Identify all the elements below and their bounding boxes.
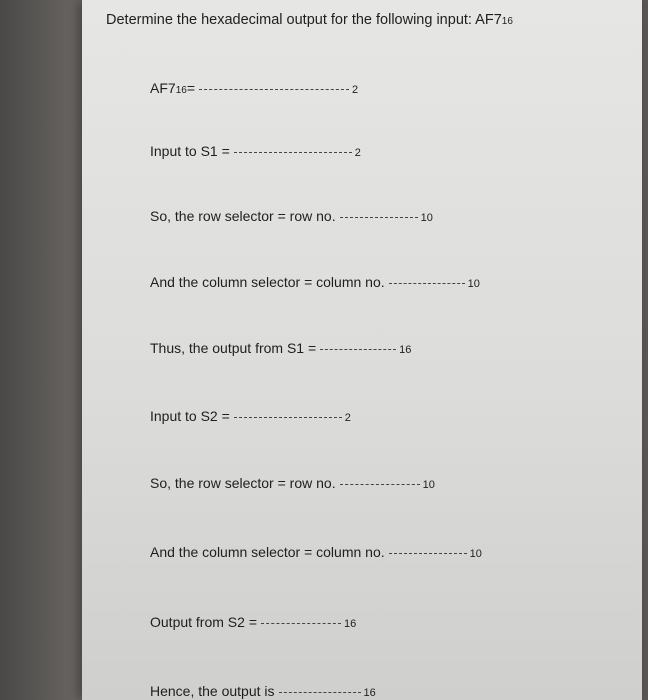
- base-label: 16: [399, 344, 412, 356]
- background-shadow: [0, 0, 82, 700]
- row-label: Input to S2 =: [150, 408, 230, 424]
- row-output-s2: [150, 614, 356, 630]
- answer-blank[interactable]: [389, 553, 467, 554]
- answer-blank[interactable]: [234, 152, 352, 153]
- answer-blank[interactable]: [234, 417, 342, 418]
- base-label: 10: [422, 479, 435, 491]
- row-label: Hence, the output is: [150, 683, 275, 699]
- row-label: So, the row selector = row no.: [150, 208, 336, 224]
- row-label-subscript: 16: [175, 85, 187, 96]
- row-label: And the column selector = column no.: [150, 544, 385, 560]
- question-title: [106, 12, 513, 28]
- row-label: AF7: [150, 80, 176, 96]
- row-s2-row-selector: [150, 475, 435, 491]
- row-af7-binary: [150, 80, 358, 96]
- base-label: 16: [344, 618, 357, 630]
- answer-blank[interactable]: [340, 217, 418, 218]
- row-label-suffix: =: [186, 80, 195, 96]
- row-s2-column-selector: [150, 544, 482, 560]
- answer-blank[interactable]: [279, 692, 361, 693]
- answer-blank[interactable]: [320, 349, 396, 350]
- answer-blank[interactable]: [389, 283, 465, 284]
- row-label: Thus, the output from S1 =: [150, 340, 317, 356]
- answer-blank[interactable]: [340, 484, 420, 485]
- base-label: 2: [352, 84, 359, 96]
- row-s1-row-selector: [150, 208, 433, 224]
- row-label: Output from S2 =: [150, 614, 257, 630]
- base-label: 16: [363, 687, 376, 699]
- base-label: 10: [467, 278, 480, 290]
- answer-blank[interactable]: [199, 89, 349, 90]
- base-label: 2: [344, 412, 351, 424]
- base-label: 10: [469, 548, 482, 560]
- row-label: Input to S1 =: [150, 143, 230, 159]
- row-output-s1: [150, 340, 411, 356]
- title-subscript: 16: [501, 16, 513, 27]
- row-input-s1: [150, 143, 361, 159]
- row-final-output: [150, 683, 376, 699]
- row-s1-column-selector: [150, 274, 480, 290]
- row-input-s2: [150, 408, 351, 424]
- base-label: 10: [420, 212, 433, 224]
- row-label: So, the row selector = row no.: [150, 475, 336, 491]
- answer-blank[interactable]: [261, 623, 341, 624]
- row-label: And the column selector = column no.: [150, 274, 385, 290]
- title-text: Determine the hexadecimal output for the following input: AF7: [106, 12, 502, 28]
- base-label: 2: [354, 147, 361, 159]
